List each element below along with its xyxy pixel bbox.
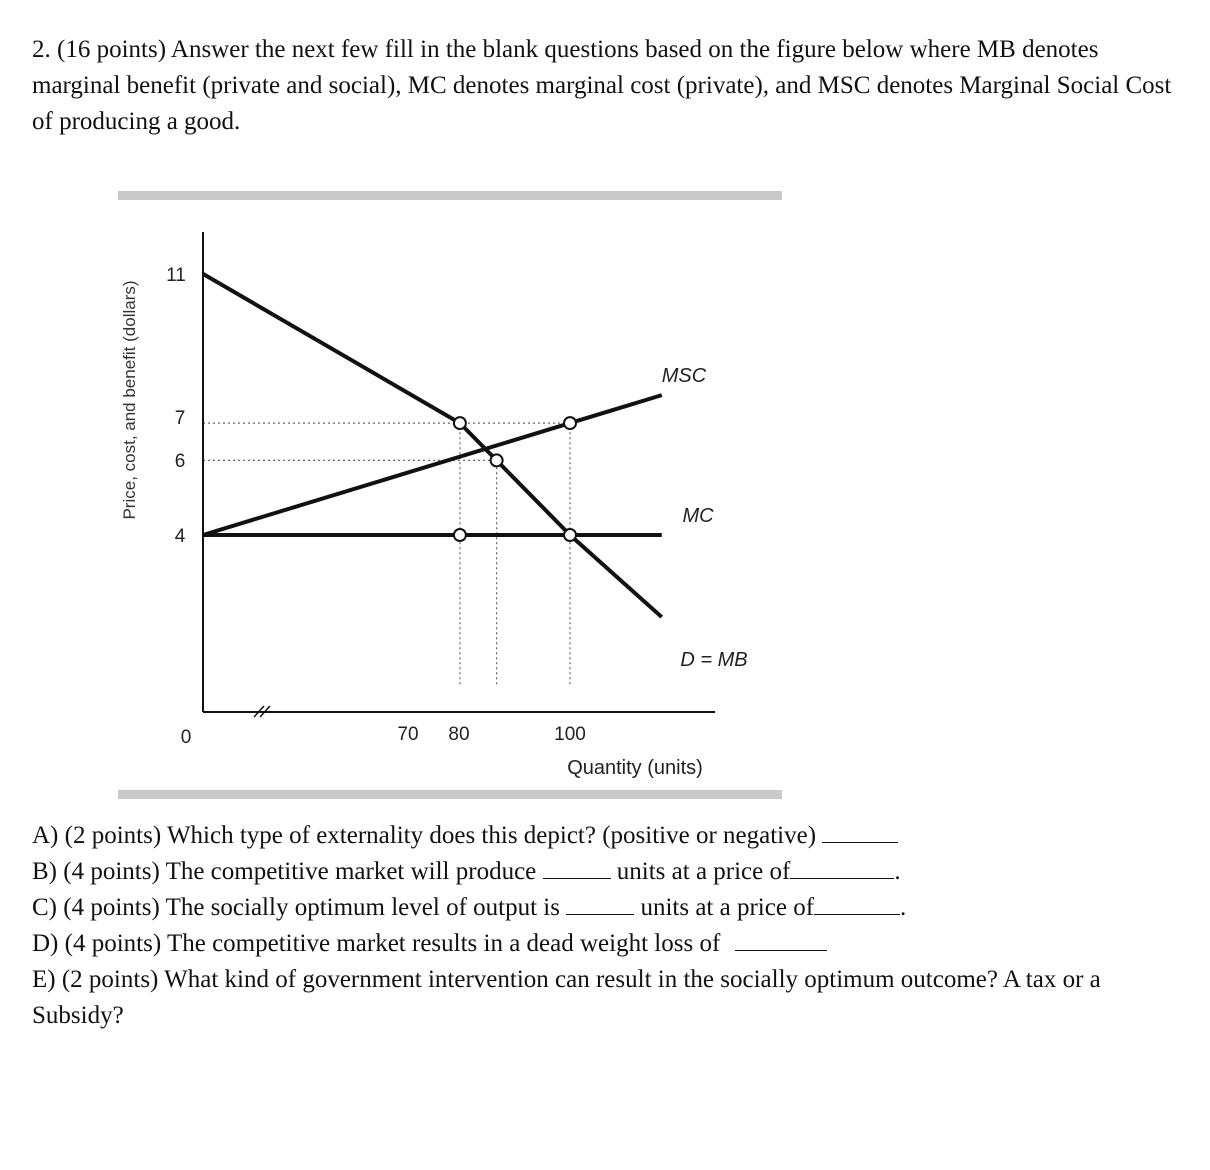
question-c-text-1: C) (4 points) The socially optimum level of output is — [32, 894, 560, 921]
curves — [203, 274, 662, 617]
x-axis-title: Quantity (units) — [567, 757, 703, 779]
chart-axes — [203, 232, 715, 717]
question-b-text-1: B) (4 points) The competitive market will produce — [32, 858, 537, 885]
question-intro: 2. (16 points) Answer the next few fill in the blank questions based on the figure below where MB denotes marginal benefit (private and social), MC denotes marginal cost (private), and MSC denotes Marginal Social Cost of producing a good. — [32, 36, 1172, 135]
series-d-mb-line — [203, 274, 662, 617]
tick-labels — [166, 265, 586, 748]
marked-point-3 — [454, 529, 466, 541]
y-axis-title: Price, cost, and benefit (dollars) — [120, 280, 139, 520]
answer-b-price-blank[interactable] — [790, 856, 894, 879]
questions-block — [32, 818, 1182, 1034]
question-c-text-2: units at a price of — [640, 894, 815, 921]
series-msc-line — [203, 395, 662, 535]
guide-lines — [203, 423, 570, 684]
question-b — [32, 854, 1182, 890]
mc-label: MC — [682, 505, 714, 527]
msc-label: MSC — [661, 365, 707, 387]
question-b-text-2: units at a price of — [616, 858, 791, 885]
marked-point-0 — [454, 417, 466, 429]
answer-c-quantity-blank[interactable] — [566, 892, 634, 915]
answer-d-blank[interactable] — [735, 928, 827, 951]
x-tick-100: 100 — [554, 724, 586, 745]
y-tick-7: 7 — [174, 408, 186, 429]
question-c-end: . — [900, 894, 907, 921]
y-tick-4: 4 — [174, 526, 186, 547]
answer-a-blank[interactable] — [822, 820, 898, 843]
y-tick-11: 11 — [166, 265, 186, 286]
question-d-text: D) (4 points) The competitive market results in a dead weight loss of — [32, 930, 721, 957]
marked-point-2 — [564, 417, 576, 429]
question-a-text: A) (2 points) Which type of externality does this depict? (positive or negative) — [32, 822, 817, 849]
marked-point-4 — [564, 529, 576, 541]
question-a — [32, 818, 1182, 854]
answer-b-quantity-blank[interactable] — [543, 856, 611, 879]
figure-bottom-rule — [118, 790, 782, 799]
question-d — [32, 926, 1182, 962]
answer-c-price-blank[interactable] — [814, 892, 900, 915]
y-tick-0: 0 — [180, 727, 192, 748]
x-tick-80: 80 — [448, 724, 470, 745]
question-b-end: . — [894, 858, 901, 885]
x-tick-70: 70 — [397, 724, 419, 745]
marked-point-1 — [491, 454, 503, 466]
question-c — [32, 890, 1182, 926]
y-tick-6: 6 — [174, 451, 186, 472]
demand-mb-label: D = MB — [680, 649, 748, 671]
question-e: E) (2 points) What kind of government intervention can result in the socially optimum outcome? A tax or a Subsidy? — [32, 966, 1101, 1029]
